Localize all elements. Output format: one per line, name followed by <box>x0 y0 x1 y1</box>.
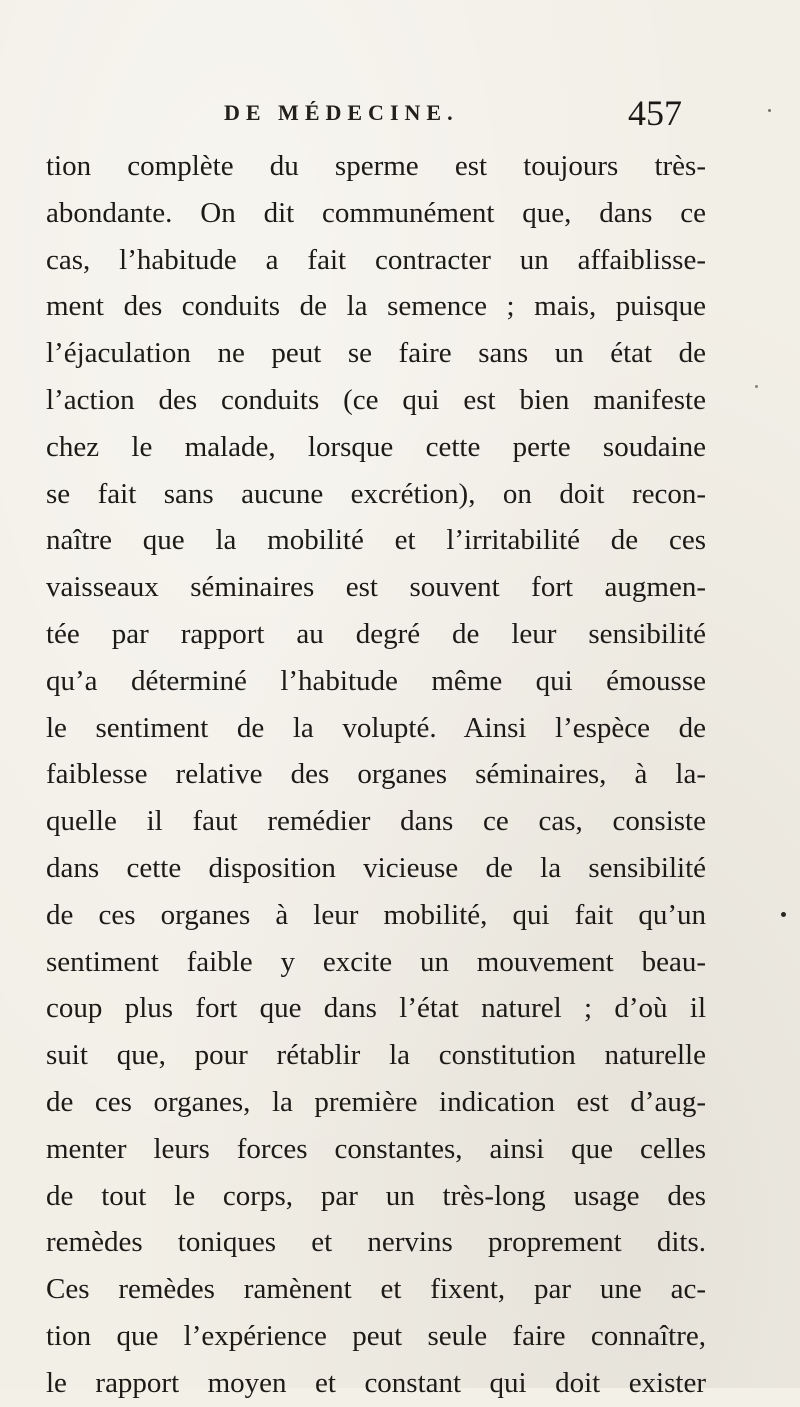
text-line: de tout le corps, par un très-long usage des <box>46 1179 706 1212</box>
page-header <box>0 92 800 142</box>
text-line: l’éjaculation ne peut se faire sans un état de <box>46 337 706 370</box>
body-text <box>46 143 706 1407</box>
text-line: quelle il faut remédier dans ce cas, consiste <box>46 805 706 838</box>
text-line: tion que l’expérience peut seule faire connaître, <box>46 1319 706 1352</box>
text-line: faiblesse relative des organes séminaires, à la- <box>46 758 706 791</box>
text-line: ment des conduits de la semence ; mais, puisque <box>46 290 706 323</box>
text-line: se fait sans aucune excrétion), on doit recon- <box>46 477 706 510</box>
text-line: le sentiment de la volupté. Ainsi l’espèce de <box>46 711 706 744</box>
text-line: tion complète du sperme est toujours très- <box>46 150 706 182</box>
text-line: qu’a déterminé l’habitude même qui émousse <box>46 664 706 697</box>
text-line: le rapport moyen et constant qui doit exister <box>46 1366 706 1399</box>
text-line: cas, l’habitude a fait contracter un affaiblisse- <box>46 243 706 276</box>
text-line: menter leurs forces constantes, ainsi que celles <box>46 1132 706 1165</box>
text-line: tée par rapport au degré de leur sensibilité <box>46 617 706 650</box>
ink-speck <box>768 109 771 112</box>
text-line: dans cette disposition vicieuse de la sensibilité <box>46 851 706 884</box>
text-line: remèdes toniques et nervins proprement dits. <box>46 1226 706 1259</box>
running-title: DE MÉDECINE. <box>224 100 459 125</box>
text-line: chez le malade, lorsque cette perte soudaine <box>46 430 706 463</box>
ink-speck <box>781 912 786 917</box>
text-line: suit que, pour rétablir la constitution naturelle <box>46 1039 706 1072</box>
page-number: 457 <box>628 93 682 133</box>
text-line: Ces remèdes ramènent et fixent, par une ac- <box>46 1273 706 1306</box>
ink-speck <box>755 385 758 388</box>
text-line: de ces organes, la première indication est d’aug- <box>46 1085 706 1118</box>
text-line: coup plus fort que dans l’état naturel ; d’où il <box>46 992 706 1025</box>
text-line: sentiment faible y excite un mouvement beau- <box>46 945 706 978</box>
text-line: vaisseaux séminaires est souvent fort augmen- <box>46 571 706 604</box>
text-line: l’action des conduits (ce qui est bien manifeste <box>46 383 706 416</box>
text-line: abondante. On dit communément que, dans ce <box>46 196 706 229</box>
text-line: naître que la mobilité et l’irritabilité de ces <box>46 524 706 557</box>
text-line: de ces organes à leur mobilité, qui fait qu’un <box>46 898 706 931</box>
